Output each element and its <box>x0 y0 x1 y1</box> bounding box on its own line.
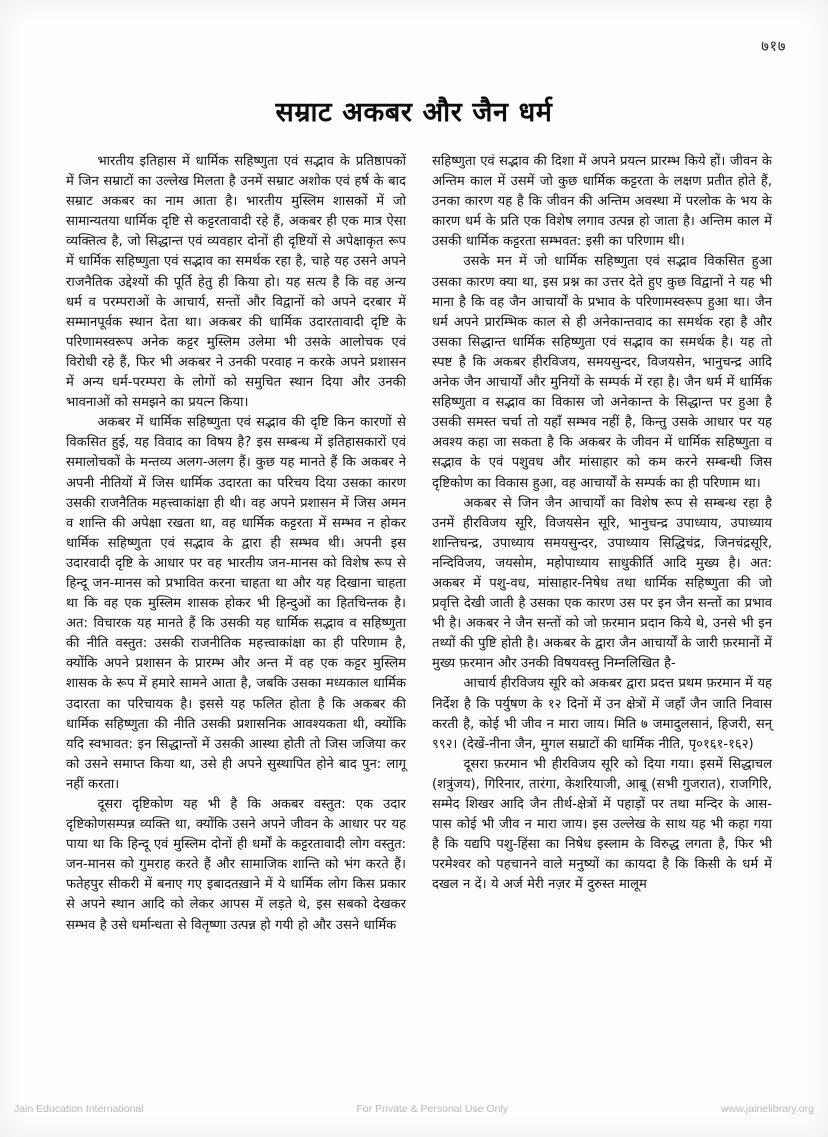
paragraph: सहिष्णुता एवं सद्भाव की दिशा में अपने प्रयत्न प्रारम्भ किये हों। जीवन के अन्तिम काल में उसमें जो कुछ धार्मिक कट्टरता के लक्षण प्रतीत होते हैं, उनका कारण यह है कि जीवन की अन्तिम अवस्था में परलोक के भय के कारण धर्म के प्रति एक विशेष लगाव उत्पन्न हो जाता है। अन्तिम काल में उसकी धार्मिक कट्टरता सम्भवत: इसी का परिणाम थी। <box>432 154 772 250</box>
footer-publisher: Jain Education International <box>14 1103 144 1115</box>
paragraph: दूसरा फ़रमान भी हीरविजय सूरि को दिया गया। इसमें सिद्धाचल (शत्रुंजय), गिरिनार, तारंगा, केशरियाजी, आबू (सभी गुजरात), राजगिरि, सम्मेद शिखर आदि जैन तीर्थ-क्षेत्रों में पहाड़ों पर तथा मन्दिर के आस-पास कोई भी जीव न मारा जाय। इस उल्लेख के साथ यह भी कहा गया है कि यद्यपि पशु-हिंसा का निषेध इस्लाम के विरुद्ध लगता है, फिर भी परमेश्वर को पहचानने वाले मनुष्यों का कायदा है कि किसी के धर्म में दखल न दें। ये अर्ज मेरी नज़र में दुरुस्त मालूम <box>432 756 772 893</box>
page-title: सम्राट अकबर और जैन धर्म <box>275 97 553 129</box>
paragraph: उसके मन में जो धार्मिक सहिष्णुता एवं सद्भाव विकसित हुआ उसका कारण क्या था, इस प्रश्न का उत्तर देते हुए कुछ विद्वानों ने यह भी माना है कि वह जैन आचार्यों के प्रभाव के परिणामस्वरूप हुआ था। जैन धर्म अपने प्रारम्भिक काल से ही अनेकान्तवाद का समर्थक रहा है और उसका सिद्धान्त धार्मिक सहिष्णुता एवं सद्भाव का समर्थक है। यह तो स्पष्ट है कि अकबर हीरविजय, समयसुन्दर, विजयसेन, भानुचन्द्र आदि अनेक जैन आचार्यों और मुनियों के सम्पर्क में रहा है। जैन धर्म में धार्मिक सहिष्णुता व सद्भाव का विकास जो अनेकान्त के सिद्धान्त पर हुआ है उसकी समस्त चर्चा तो यहाँ सम्भव नहीं है, किन्तु उसके आधार पर यह अवश्य कहा जा सकता है कि अकबर के जीवन में धार्मिक सहिष्णुता व सद्भाव के एवं पशुवध और मांसाहार को कम करने सम्बन्धी जिस दृष्टिकोण का विकास हुआ, वह आचार्यों के सम्पर्क का ही परिणाम था। <box>432 254 772 491</box>
paragraph: अकबर में धार्मिक सहिष्णुता एवं सद्भाव की दृष्टि किन कारणों से विकसित हुई, यह विवाद का विषय है? इस सम्बन्ध में इतिहासकारों एवं समालोचकों के मन्तव्य अलग-अलग हैं। कुछ यह मानते हैं कि अकबर ने अपनी नीतियों में जिस धार्मिक उदारता का परिचय दिया उसका कारण उसकी राजनैतिक महत्त्वाकांक्षा ही थी। वह अपने प्रशासन में जिस अमन व शान्ति की अपेक्षा रखता था, वह धार्मिक कट्टरता में सम्भव न होकर धार्मिक सहिष्णुता एवं सद्भाव के द्वारा ही सम्भव थी। अपनी इस उदारवादी दृष्टि के आधार पर वह भारतीय जन-मानस को विशेष रूप से हिन्दू जन-मानस को प्रभावित करना चाहता था और यह दिखाना चाहता था कि वह एक मुस्लिम शासक होकर भी हिन्दुओं का हितचिन्तक है। अत: विचारक यह मानते हैं कि उसकी यह धार्मिक सद्भाव व सहिष्णुता की नीति वस्तुत: उसकी राजनीतिक महत्त्वाकांक्षा का ही परिणाम है, क्योंकि अपने प्रशासन के प्रारम्भ और अन्त में वह एक कट्टर मुस्लिम शासक के रूप में हमारे सामने आता है, जबकि उसका मध्यकाल धार्मिक उदारता का परिचायक है। इससे यह फलित होता है कि अकबर की धार्मिक सहिष्णुता की नीति उसकी प्रशासनिक आवश्यकता थी, क्योंकि यदि स्वभावत: इन सिद्धान्तों में उसकी आस्था होती तो जिस जजिया कर को उसने समाप्त किया था, उसे ही अपने सुस्थापित होने बाद पुन: लागू नहीं करता। <box>66 415 406 792</box>
footer-usage-notice: For Private & Personal Use Only <box>356 1103 509 1115</box>
footer-website: www.jainelibrary.org <box>720 1103 814 1115</box>
page-footer <box>14 1103 814 1115</box>
column-left <box>66 152 406 1041</box>
paragraph: अकबर से जिन जैन आचार्यों का विशेष रूप से सम्बन्ध रहा है उनमें हीरविजय सूरि, विजयसेन सूरि, भानुचन्द्र उपाध्याय, उपाध्याय शान्तिचन्द्र, उपाध्याय समयसुन्दर, उपाध्याय सिद्धिचंद्र, जिनचंद्रसूरि, नन्दिविजय, जयसोम, महोपाध्याय साधुकीर्ति आदि मुख्य है। अत: अकबर में पशु-वध, मांसाहार-निषेध तथा धार्मिक सहिष्णुता की जो प्रवृत्ति देखी जाती है उसका एक कारण उस पर इन जैन सन्तों का प्रभाव भी है। अकबर ने जैन सन्तों को जो फ़रमान प्रदान किये थे, उनसे भी इन तथ्यों की पुष्टि होती है। अकबर के द्वारा जैन आचार्यों के जारी फ़रमानों में मुख्य फ़रमान और उनकी विषयवस्तु निम्नलिखित है- <box>432 495 772 672</box>
page-number: ७१७ <box>761 37 786 55</box>
text-body <box>66 152 772 1041</box>
paragraph: आचार्य हीरविजय सूरि को अकबर द्वारा प्रदत्त प्रथम फ़रमान में यह निर्देश है कि पर्युषण के १२ दिनों में उन क्षेत्रों में जहाँ जैन जाति निवास करती है, कोई भी जीव न मारा जाय। मिति ७ जमादुलसानं, हिजरी, सन् ९९२। (देखें-नीना जैन, मुगल सम्राटों की धार्मिक नीति, पृ०१६१-१६२) <box>432 676 772 752</box>
column-right <box>432 152 772 1041</box>
paragraph: दूसरा दृष्टिकोण यह भी है कि अकबर वस्तुत: एक उदार दृष्टिकोणसम्पन्न व्यक्ति था, क्योंकि उसने अपने जीवन के आधार पर यह पाया था कि हिन्दू एवं मुस्लिम दोनों ही धर्मों के कट्टरतावादी लोग वस्तुत: जन-मानस को गुमराह करते हैं और सामाजिक शान्ति को भंग करते हैं। फतेहपुर सीकरी में बनाए गए इबादतख़ाने में ये धार्मिक लोग किस प्रकार से अपने स्थान आदि को लेकर आपस में लड़ते थे, इस सबको देखकर सम्भव है उसे धर्मान्धता से वितृष्णा उत्पन्न हो गयी हो और उसने धार्मिक <box>66 797 406 933</box>
paragraph: भारतीय इतिहास में धार्मिक सहिष्णुता एवं सद्भाव के प्रतिष्ठापकों में जिन सम्राटों का उल्लेख मिलता है उनमें सम्राट अशोक एवं हर्ष के बाद सम्राट अकबर का नाम आता है। भारतीय मुस्लिम शासकों में जो सामान्यतया धार्मिक दृष्टि से कट्टरतावादी रहे हैं, अकबर ही एक मात्र ऐसा व्यक्तित्व है, जो सिद्धान्त एवं व्यवहार दोनों ही दृष्टियों से अपेक्षाकृत रूप में धार्मिक सहिष्णुता एवं सद्भाव का समर्थक रहा है, चाहे यह उसने अपने राजनैतिक उद्देश्यों की पूर्ति हेतु ही किया हो। यह सत्य है कि वह अन्य धर्म व परम्पराओं के आचार्य, सन्तों और विद्वानों को अपने दरबार में सम्मानपूर्वक स्थान देता था। अकबर की धार्मिक उदारतावादी दृष्टि के परिणामस्वरूप अनेक कट्टर मुस्लिम उलेमा भी उसके आलोचक एवं विरोधी रहे हैं, फिर भी अकबर ने उनकी परवाह न करके अपने प्रशासन में अन्य धर्म-परम्परा के लोगों को समुचित स्थान दिया और उनकी भावनाओं को समझने का प्रयत्न किया। <box>66 154 406 411</box>
